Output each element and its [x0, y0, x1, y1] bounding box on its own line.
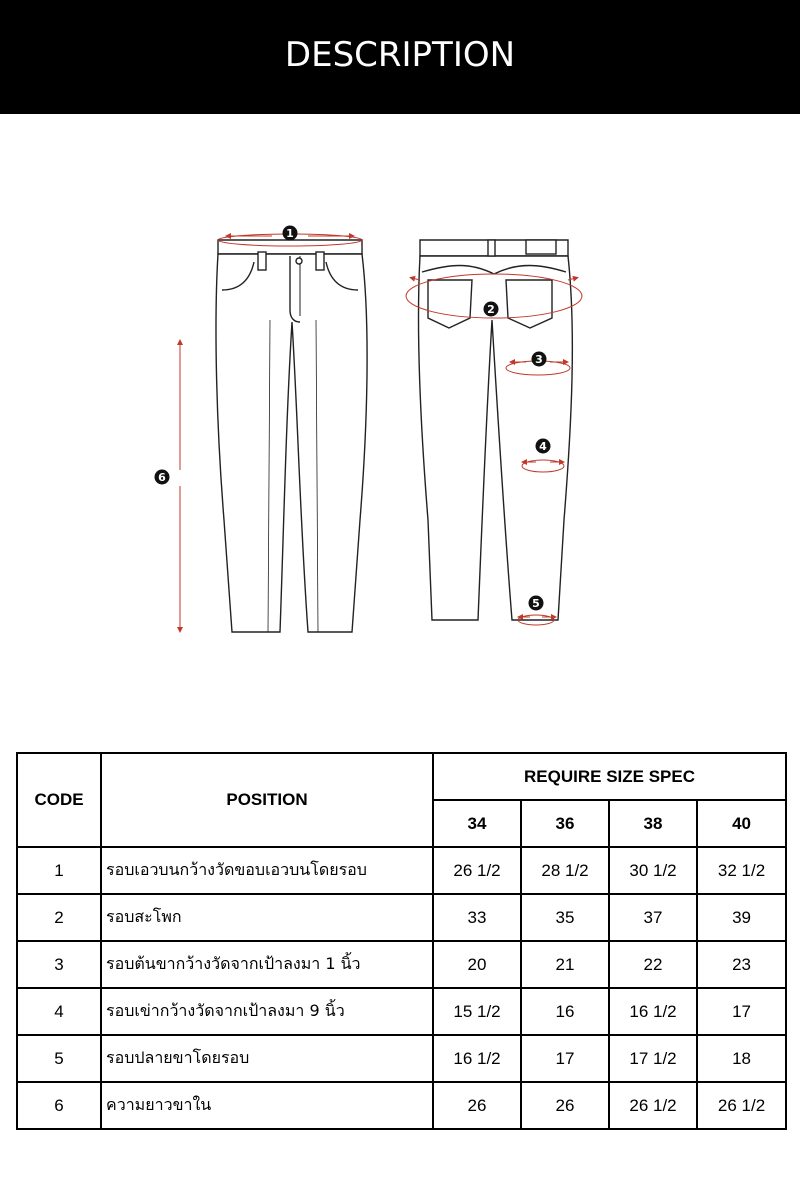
- row-value: 17: [521, 1035, 609, 1082]
- svg-text:2: 2: [487, 303, 495, 316]
- row-value: 28 1/2: [521, 847, 609, 894]
- row-value: 30 1/2: [609, 847, 697, 894]
- row-code: 2: [17, 894, 101, 941]
- table-row: [17, 894, 786, 941]
- row-position: รอบเข่ากว้างวัดจากเป้าลงมา 9 นิ้ว: [101, 988, 433, 1035]
- row-value: 16 1/2: [609, 988, 697, 1035]
- row-value: 37: [609, 894, 697, 941]
- row-value: 35: [521, 894, 609, 941]
- svg-text:5: 5: [532, 597, 540, 610]
- size-spec-table: [16, 752, 787, 1130]
- row-value: 26 1/2: [433, 847, 521, 894]
- row-position: รอบต้นขากว้างวัดจากเป้าลงมา 1 นิ้ว: [101, 941, 433, 988]
- marker-badge-1: [283, 226, 298, 241]
- row-value: 26 1/2: [697, 1082, 786, 1129]
- row-value: 39: [697, 894, 786, 941]
- svg-text:4: 4: [539, 440, 547, 453]
- front-pants-drawing: [216, 240, 367, 632]
- size-header-34: 34: [433, 800, 521, 847]
- row-code: 4: [17, 988, 101, 1035]
- table-row: [17, 847, 786, 894]
- row-code: 5: [17, 1035, 101, 1082]
- row-value: 16: [521, 988, 609, 1035]
- row-value: 26 1/2: [609, 1082, 697, 1129]
- size-header-40: 40: [697, 800, 786, 847]
- row-value: 23: [697, 941, 786, 988]
- code-column-header: CODE: [17, 753, 101, 847]
- row-value: 32 1/2: [697, 847, 786, 894]
- row-value: 15 1/2: [433, 988, 521, 1035]
- row-value: 33: [433, 894, 521, 941]
- row-value: 22: [609, 941, 697, 988]
- back-pants-drawing: [418, 240, 572, 620]
- size-header-36: 36: [521, 800, 609, 847]
- marker-badge-2: [484, 302, 499, 317]
- svg-text:1: 1: [286, 227, 294, 240]
- table-row: [17, 941, 786, 988]
- row-value: 20: [433, 941, 521, 988]
- marker-badge-5: [529, 596, 544, 611]
- marker-badge-4: [536, 439, 551, 454]
- table-header-row: [17, 753, 786, 800]
- row-position: ความยาวขาใน: [101, 1082, 433, 1129]
- row-value: 16 1/2: [433, 1035, 521, 1082]
- size-spec-header: REQUIRE SIZE SPEC: [433, 753, 786, 800]
- row-code: 6: [17, 1082, 101, 1129]
- row-position: รอบสะโพก: [101, 894, 433, 941]
- pants-measurement-diagram: [0, 114, 800, 734]
- row-code: 1: [17, 847, 101, 894]
- header-bar: [0, 0, 800, 114]
- row-value: 18: [697, 1035, 786, 1082]
- row-value: 26: [521, 1082, 609, 1129]
- table-row: [17, 988, 786, 1035]
- row-value: 17 1/2: [609, 1035, 697, 1082]
- marker-badge-3: [532, 352, 547, 367]
- table-row: [17, 1082, 786, 1129]
- table-row: [17, 1035, 786, 1082]
- size-header-38: 38: [609, 800, 697, 847]
- row-value: 26: [433, 1082, 521, 1129]
- row-position: รอบเอวบนกว้างวัดขอบเอวบนโดยรอบ: [101, 847, 433, 894]
- row-position: รอบปลายขาโดยรอบ: [101, 1035, 433, 1082]
- marker-badge-6: [155, 470, 170, 485]
- page-title: DESCRIPTION: [284, 35, 516, 75]
- position-column-header: POSITION: [101, 753, 433, 847]
- row-value: 17: [697, 988, 786, 1035]
- svg-text:3: 3: [535, 353, 543, 366]
- row-code: 3: [17, 941, 101, 988]
- svg-text:6: 6: [158, 471, 166, 484]
- row-value: 21: [521, 941, 609, 988]
